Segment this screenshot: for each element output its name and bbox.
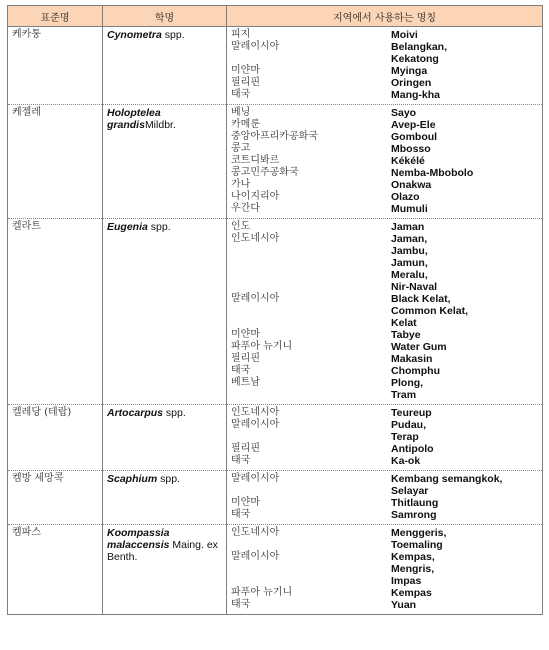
region-label: 말레이시아: [231, 473, 280, 484]
local-name: Jambu,: [391, 245, 428, 257]
region-label: 나이지리아: [231, 191, 280, 202]
local-name-list: [391, 155, 539, 167]
local-name: Kembang semangkok,: [391, 473, 503, 485]
local-name-list: [391, 89, 539, 101]
region-label: 콩고민주공화국: [231, 167, 299, 178]
local-name: Mang-kha: [391, 89, 441, 101]
local-name: Water Gum: [391, 341, 447, 353]
local-name: Kempas: [391, 587, 432, 599]
local-name: Tram: [391, 389, 417, 401]
table-row: [8, 27, 543, 105]
region-entry: [231, 455, 539, 467]
local-name: Mumuli: [391, 203, 428, 215]
local-name-list: [391, 551, 539, 587]
local-name-list: [391, 119, 539, 131]
local-name: Terap: [391, 431, 419, 443]
region-entry: [231, 191, 539, 203]
region-label: 태국: [231, 599, 251, 610]
local-name-list: [391, 29, 539, 41]
local-name: Olazo: [391, 191, 420, 203]
region-label: 말레이시아: [231, 551, 280, 562]
region-entry: [231, 119, 539, 131]
region-label: 인도네시아: [231, 527, 280, 538]
local-name-list: [391, 179, 539, 191]
wood-names-table: [7, 5, 543, 615]
region-entry: [231, 65, 539, 77]
local-name-list: [391, 443, 539, 455]
local-name-list: [391, 131, 539, 143]
region-entry: [231, 353, 539, 365]
local-names-cell: [227, 525, 543, 615]
local-name-list: [391, 527, 539, 551]
local-name: Jaman: [391, 221, 425, 233]
header-row: [8, 6, 543, 27]
table-row: [8, 525, 543, 615]
local-name: Impas: [391, 575, 422, 587]
scientific-name: [103, 471, 227, 525]
local-name-list: [391, 233, 539, 293]
header-local-names: 지역에서 사용하는 명칭: [227, 6, 543, 27]
local-name: Teureup: [391, 407, 432, 419]
local-name: Menggeris,: [391, 527, 447, 539]
scientific-name-suffix: spp.: [157, 473, 180, 485]
region-label: 태국: [231, 365, 251, 376]
region-entry: [231, 233, 539, 293]
region-label: 미얀마: [231, 329, 260, 340]
table-row: [8, 105, 543, 219]
local-name: Avep-Ele: [391, 119, 436, 131]
scientific-name-genus: Koompassia malaccensis: [107, 527, 170, 551]
region-label: 콩고: [231, 143, 251, 154]
local-name: Selayar: [391, 485, 429, 497]
local-name: Samrong: [391, 509, 437, 521]
local-name-list: [391, 419, 539, 443]
local-name-list: [391, 407, 539, 419]
local-name: Plong,: [391, 377, 424, 389]
local-name-list: [391, 497, 539, 509]
region-entry: [231, 443, 539, 455]
local-name: Nemba-Mbobolo: [391, 167, 474, 179]
scientific-name: [103, 105, 227, 219]
local-name: Jamun,: [391, 257, 428, 269]
region-label: 미얀마: [231, 497, 260, 508]
local-name: Chomphu: [391, 365, 440, 377]
local-name: Meralu,: [391, 269, 428, 281]
region-label: 코트디봐르: [231, 155, 280, 166]
region-label: 필리핀: [231, 443, 260, 454]
local-name: Sayo: [391, 107, 417, 119]
scientific-name-genus: Holoptelea grandis: [107, 107, 161, 131]
region-entry: [231, 221, 539, 233]
scientific-name: [103, 219, 227, 405]
region-label: 말레이시아: [231, 293, 280, 304]
standard-name: 켈레당 (테랍): [8, 405, 103, 471]
local-name-list: [391, 341, 539, 353]
region-label: 파푸아 뉴기니: [231, 587, 293, 598]
local-name-list: [391, 455, 539, 467]
local-name: Nir-Naval: [391, 281, 438, 293]
region-label: 말레이시아: [231, 419, 280, 430]
local-name: Makasin: [391, 353, 433, 365]
region-entry: [231, 203, 539, 215]
region-label: 필리핀: [231, 77, 260, 88]
region-label: 태국: [231, 455, 251, 466]
scientific-name-suffix: spp.: [147, 221, 171, 233]
region-entry: [231, 365, 539, 377]
region-label: 가나: [231, 179, 251, 190]
local-name-list: [391, 203, 539, 215]
local-name-list: [391, 599, 539, 611]
region-entry: [231, 89, 539, 101]
local-names-cell: [227, 471, 543, 525]
local-name: Mengris,: [391, 563, 435, 575]
scientific-name-genus: Artocarpus: [107, 407, 164, 419]
local-name: Thitlaung: [391, 497, 439, 509]
local-names-cell: [227, 27, 543, 105]
scientific-name-suffix: Mildbr.: [144, 119, 176, 131]
local-name-list: [391, 365, 539, 377]
local-name-list: [391, 167, 539, 179]
standard-name: 케젤레: [8, 105, 103, 219]
local-names-cell: [227, 105, 543, 219]
region-entry: [231, 131, 539, 143]
scientific-name-genus: Cynometra: [107, 29, 162, 41]
region-label: 인도: [231, 221, 251, 232]
header-scientific-name: 학명: [103, 6, 227, 27]
table-row: [8, 471, 543, 525]
region-entry: [231, 599, 539, 611]
local-name: Antipolo: [391, 443, 434, 455]
local-names-cell: [227, 405, 543, 471]
local-name-list: [391, 329, 539, 341]
local-name-list: [391, 65, 539, 77]
local-name: Tabye: [391, 329, 421, 341]
region-entry: [231, 167, 539, 179]
table-row: [8, 405, 543, 471]
standard-name: 켐파스: [8, 525, 103, 615]
region-label: 중앙아프리카공화국: [231, 131, 318, 142]
standard-name: 켐방 세망콕: [8, 471, 103, 525]
local-name: Onakwa: [391, 179, 432, 191]
region-label: 태국: [231, 509, 251, 520]
local-name-list: [391, 377, 539, 401]
region-entry: [231, 497, 539, 509]
region-entry: [231, 419, 539, 443]
local-name: Jaman,: [391, 233, 428, 245]
local-name-list: [391, 473, 539, 497]
region-entry: [231, 179, 539, 191]
local-name-list: [391, 143, 539, 155]
region-entry: [231, 155, 539, 167]
local-name-list: [391, 293, 539, 329]
local-name: Belangkan,: [391, 41, 448, 53]
local-name: Kekatong: [391, 53, 439, 65]
region-entry: [231, 77, 539, 89]
region-label: 우간다: [231, 203, 260, 214]
standard-name: 켈라트: [8, 219, 103, 405]
local-name: Gomboul: [391, 131, 438, 143]
region-label: 파푸아 뉴기니: [231, 341, 293, 352]
standard-name: 케카퉁: [8, 27, 103, 105]
local-name: Kékélé: [391, 155, 425, 167]
scientific-name-suffix: spp.: [161, 29, 185, 41]
region-entry: [231, 293, 539, 329]
local-name-list: [391, 107, 539, 119]
scientific-name: [103, 27, 227, 105]
region-label: 미얀마: [231, 65, 260, 76]
local-name-list: [391, 509, 539, 521]
table-row: [8, 219, 543, 405]
local-name: Pudau,: [391, 419, 427, 431]
local-name-list: [391, 587, 539, 599]
region-entry: [231, 509, 539, 521]
region-entry: [231, 527, 539, 551]
scientific-name-genus: Eugenia: [107, 221, 148, 233]
local-name-list: [391, 353, 539, 365]
region-entry: [231, 143, 539, 155]
local-name: Toemaling: [391, 539, 443, 551]
scientific-name-genus: Scaphium: [107, 473, 158, 485]
local-name-list: [391, 41, 539, 65]
scientific-name: [103, 525, 227, 615]
local-name: Yuan: [391, 599, 417, 611]
region-entry: [231, 377, 539, 401]
header-standard-name: 표준명: [8, 6, 103, 27]
region-entry: [231, 587, 539, 599]
region-label: 인도네시아: [231, 407, 280, 418]
local-name: Mbosso: [391, 143, 431, 155]
local-name-list: [391, 77, 539, 89]
local-name: Oringen: [391, 77, 432, 89]
local-name: Ka-ok: [391, 455, 421, 467]
local-names-cell: [227, 219, 543, 405]
region-entry: [231, 107, 539, 119]
local-name-list: [391, 221, 539, 233]
region-label: 필리핀: [231, 353, 260, 364]
region-entry: [231, 41, 539, 65]
region-entry: [231, 329, 539, 341]
region-label: 피지: [231, 29, 251, 40]
region-entry: [231, 341, 539, 353]
local-name: Black Kelat,: [391, 293, 451, 305]
region-label: 베트남: [231, 377, 260, 388]
region-label: 인도네시아: [231, 233, 280, 244]
local-name: Myinga: [391, 65, 428, 77]
region-label: 말레이시아: [231, 41, 280, 52]
scientific-name-suffix: spp.: [163, 407, 186, 419]
local-name-list: [391, 191, 539, 203]
region-label: 베닝: [231, 107, 251, 118]
scientific-name-suffix: Maing. ex Benth.: [107, 539, 218, 563]
local-name: Kelat: [391, 317, 417, 329]
region-entry: [231, 551, 539, 587]
region-entry: [231, 29, 539, 41]
region-entry: [231, 473, 539, 497]
local-name: Kempas,: [391, 551, 435, 563]
region-entry: [231, 407, 539, 419]
scientific-name: [103, 405, 227, 471]
local-name: Common Kelat,: [391, 305, 469, 317]
local-name: Moivi: [391, 29, 418, 41]
region-label: 카메룬: [231, 119, 260, 130]
region-label: 태국: [231, 89, 251, 100]
